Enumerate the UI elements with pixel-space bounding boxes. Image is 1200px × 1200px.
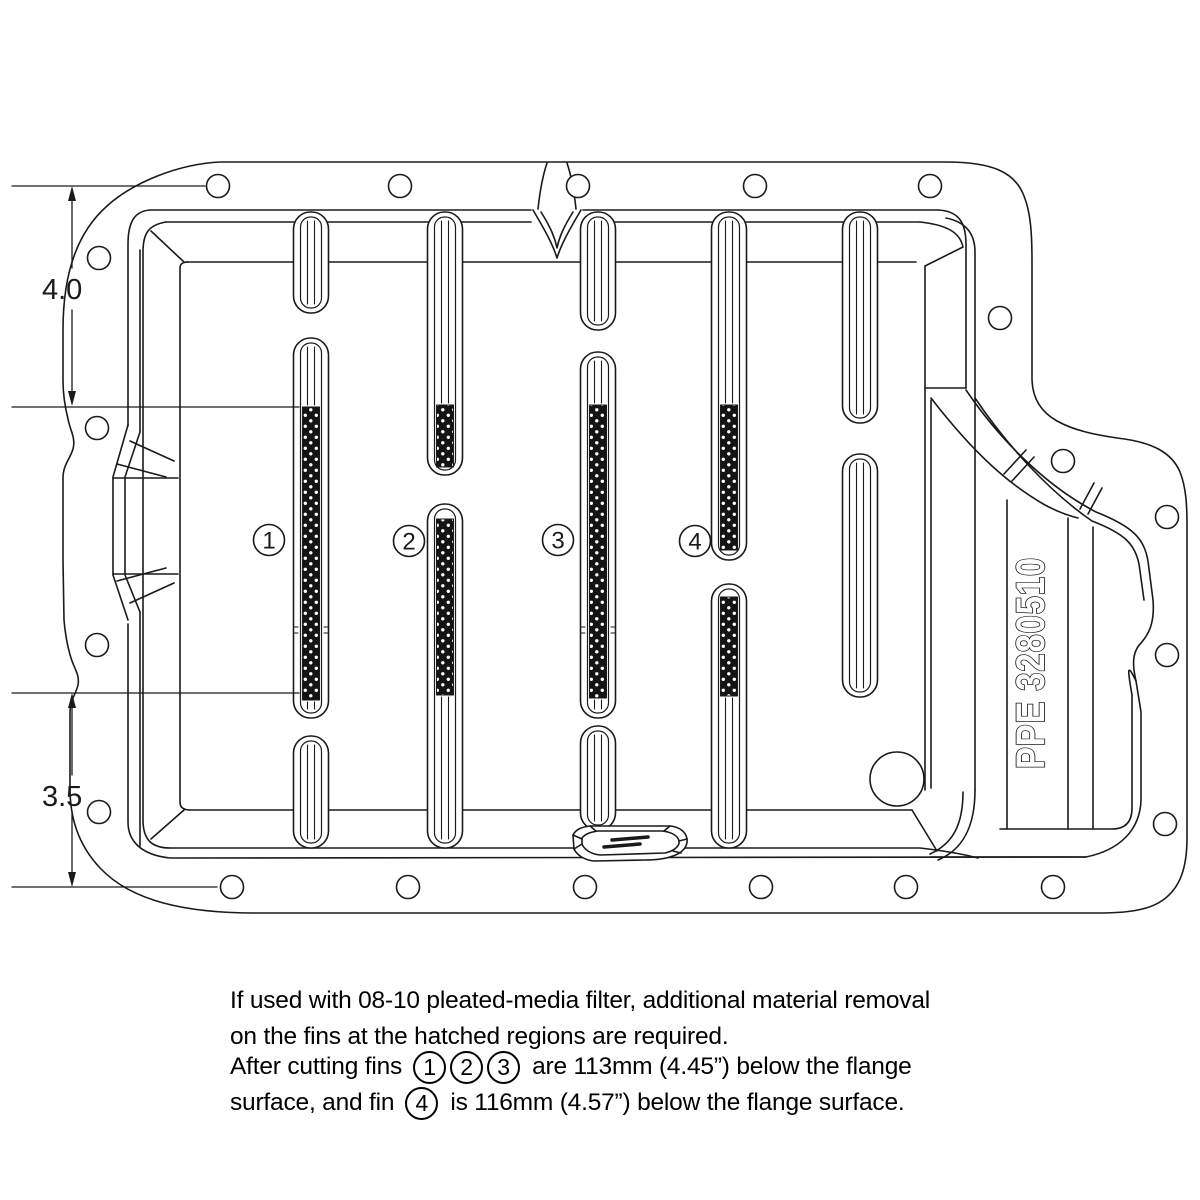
bolt-hole	[989, 307, 1012, 330]
note-line-4-suffix: is 116mm (4.57”) below the flange surface.	[450, 1089, 905, 1116]
bolt-hole	[389, 175, 412, 198]
bolt-hole	[86, 634, 109, 657]
fin-segment-outline	[581, 726, 616, 830]
part-number-text: PPE 3280510	[1009, 511, 1053, 769]
bolt-hole	[750, 876, 773, 899]
bolt-hole	[86, 417, 109, 440]
note-line-3-suffix: are 113mm (4.45”) below the flange	[532, 1053, 912, 1080]
fin-column	[428, 212, 463, 848]
fin-number-balloon	[680, 526, 711, 557]
fin-column	[294, 212, 329, 848]
bolt-hole	[1156, 506, 1179, 529]
fin-segment-outline	[294, 212, 329, 313]
fin-number-label: 4	[688, 528, 702, 556]
fin-hatch-region	[721, 597, 738, 696]
fin-hatch-region	[303, 407, 320, 700]
bolt-hole	[397, 876, 420, 899]
fin-hatch-region	[721, 405, 738, 550]
fin-3-balloon-inline: 3	[487, 1051, 520, 1084]
bolt-hole	[221, 876, 244, 899]
bolt-holes	[86, 175, 1179, 899]
fin-number-balloon	[254, 525, 285, 556]
note-line-3	[230, 1050, 912, 1084]
filter-boss	[573, 826, 687, 861]
note-line-2: on the fins at the hatched regions are required.	[230, 1023, 729, 1050]
bolt-hole	[744, 175, 767, 198]
note-line-3-prefix: After cutting fins	[230, 1053, 403, 1080]
fin-segment-outline	[843, 454, 878, 697]
fin-column	[843, 212, 878, 697]
bolt-hole	[1052, 450, 1075, 473]
fin-number-label: 1	[262, 527, 276, 555]
fin-number-balloon	[543, 525, 574, 556]
fin-number-balloon	[394, 526, 425, 557]
bolt-hole	[895, 876, 918, 899]
dimension-bottom-label: 3.5	[42, 781, 83, 813]
fin-4-balloon-inline: 4	[405, 1087, 438, 1120]
fin-1-balloon-inline: 1	[413, 1051, 446, 1084]
fin-number-label: 2	[402, 528, 416, 556]
fin-segment-outline	[294, 736, 329, 848]
bolt-hole	[919, 175, 942, 198]
bolt-hole	[207, 175, 230, 198]
bolt-hole	[1154, 813, 1177, 836]
fins	[294, 212, 878, 848]
fin-segment-outline	[843, 212, 878, 423]
fin-number-label: 3	[551, 527, 565, 555]
note-line-4-prefix: surface, and fin	[230, 1089, 395, 1116]
fin-column	[581, 212, 616, 830]
note-line-4	[230, 1086, 904, 1120]
fin-column	[712, 212, 747, 848]
bolt-hole	[1156, 644, 1179, 667]
fin-segment-outline	[581, 212, 616, 330]
bolt-hole	[88, 247, 111, 270]
note-line-1: If used with 08-10 pleated-media filter, additional material removal	[230, 987, 930, 1014]
drain-plug-circle	[870, 752, 924, 806]
bolt-hole	[567, 175, 590, 198]
fin-2-balloon-inline: 2	[450, 1051, 483, 1084]
bolt-hole	[574, 876, 597, 899]
dimension-top-label: 4.0	[42, 274, 83, 306]
fin-hatch-region	[590, 405, 607, 698]
bolt-hole	[88, 801, 111, 824]
bolt-hole	[1042, 876, 1065, 899]
fin-hatch-region	[437, 519, 454, 695]
outer-flange-outline	[63, 162, 1187, 913]
fin-hatch-region	[437, 405, 454, 467]
